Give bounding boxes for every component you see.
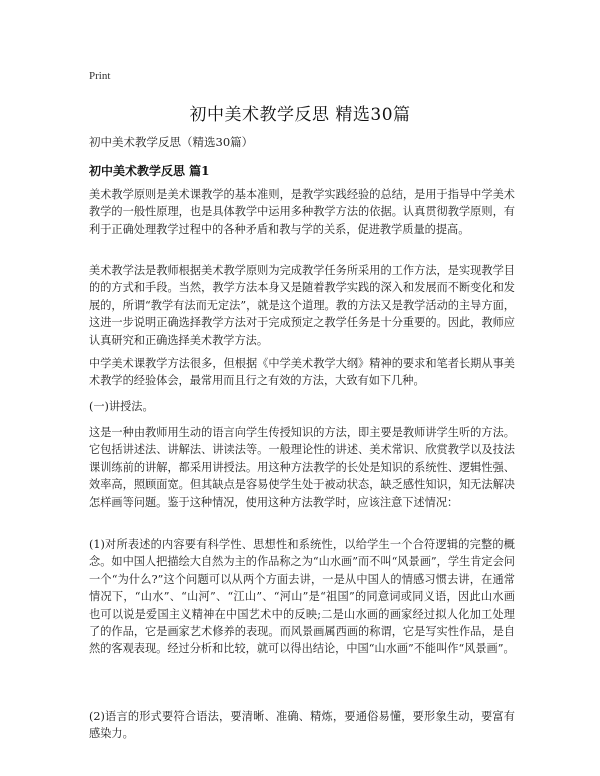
paragraph-point-2: (2)语言的形式要符合语法，要清晰、准确、精炼，要通俗易懂，要形象生动，要富有感染力。	[89, 710, 515, 741]
section-heading: 初中美术教学反思 篇1	[89, 164, 210, 178]
paragraph-point-1: (1)对所表述的内容要有科学性、思想性和系统性，以给学生一个合符逻辑的完整的概念。如中国人把描绘大自然为主的作品称之为“山水画”而不叫“风景画”，学生肯定会问一个“为什么?”这个问题可以从两个方面去讲，一是从中国人的情感习惯去讲，在通常情况下，“山水”、“山河”、“江山”、“河山”是“祖国”的同意词或同义语，因此山水画也可以说是爱国主义精神在中国艺术中的反映;二是山水画的画家经过拟人化加工处理了的作品，它是画家艺术修养的表现。而风景画属西画的称谓，它是写实性作品，是自然的客观表现。经过分析和比较，就可以得出结论，中国“山水画”不能叫作“风景画”。	[89, 538, 515, 656]
paragraph-common-methods: 中学美术课教学方法很多，但根据《中学美术教学大纲》精神的要求和笔者长期从事美术教学的经验体会，最常用而且行之有效的方法，大致有如下几种。	[89, 357, 515, 388]
paragraph-lecture-heading: (一)讲授法。	[89, 400, 154, 413]
page-title: 初中美术教学反思 精选30篇	[189, 105, 411, 125]
paragraph-lecture-method: 这是一种由教师用生动的语言向学生传授知识的方法，即主要是教师讲学生听的方法。它包括讲述法、讲解法、讲读法等。一般理论性的讲述、美术常识、欣赏教学以及技法课训练前的讲解，都采用讲授法。用这种方法教学的长处是知识的系统性、逻辑性强、效率高，照顾面宽。但其缺点是容易使学生处于被动状态，缺乏感性知识，知无法解决怎样画等问题。鉴于这种情况，使用这种方法教学时，应该注意下述情况：	[89, 426, 515, 509]
paragraph-methods: 美术教学法是教师根据美术教学原则为完成教学任务所采用的工作方法，是实现教学目的的方式和手段。当然，教学方法本身又是随着教学实践的深入和发展而不断变化和发展的，所谓“教学有法而无定法”，就是这个道理。教的方法又是教学活动的主导方面，这进一步说明正确选择教学方法对于完成预定之教学任务是十分重要的。因此，教师应认真研究和正确选择美术教学方法。	[89, 264, 515, 347]
print-label[interactable]: Print	[89, 70, 111, 82]
document-subtitle: 初中美术教学反思（精选30篇）	[89, 135, 254, 149]
paragraph-principles: 美术教学原则是美术课教学的基本准则，是教学实践经验的总结，是用于指导中学美术教学的一般性原理，也是具体教学中运用多种教学方法的依据。认真贯彻教学原则，有利于正确处理教学过程中的各种矛盾和教与学的关系，促进教学质量的提高。	[89, 188, 515, 236]
